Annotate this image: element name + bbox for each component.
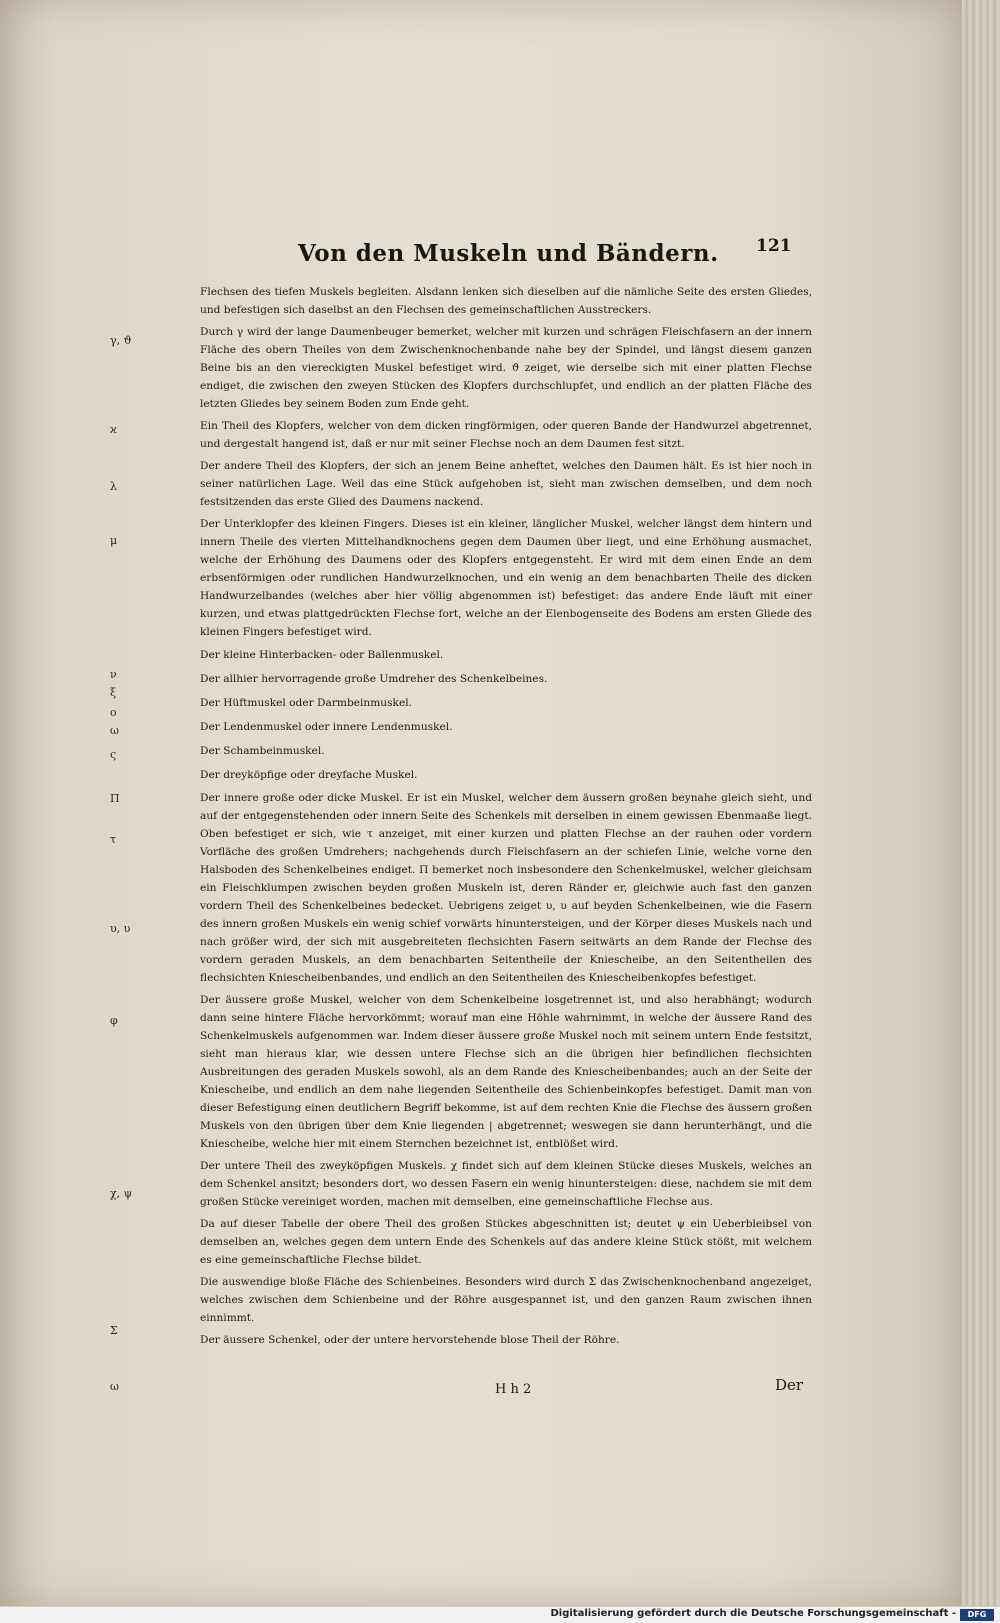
- entry-line: Der Hüftmuskel oder Darmbeinmuskel.: [200, 697, 412, 709]
- margin-label: Π: [110, 792, 120, 805]
- entry-line: Der dreyköpfige oder dreyfache Muskel.: [200, 769, 418, 781]
- paragraph: Da auf dieser Tabelle der obere Theil des großen Stückes abgeschnitten ist; deutet ψ ein Ueberbleibsel von demselben an, welches gegen dem untern Ende des Schenkels auf das andere kleine Stück stößt, mit welchem es eine gemeinschaftliche Flechse bildet.: [200, 1218, 812, 1266]
- entry-line: Der kleine Hinterbacken- oder Ballenmuskel.: [200, 649, 444, 661]
- margin-label: o: [110, 706, 117, 719]
- page-title: Von den Muskeln und Bändern.: [298, 240, 719, 267]
- margin-label: χ, ψ: [110, 1187, 133, 1200]
- paragraph: Flechsen des tiefen Muskels begleiten. Alsdann lenken sich dieselben auf die nämliche Seite des ersten Gliedes, und befestigen sich daselbst an den Flechsen des gemeinschaftlichen Ausstreckers.: [200, 286, 812, 316]
- page-edges: [962, 0, 1000, 1606]
- paragraph: Der äussere Schenkel, oder der untere hervorstehende blose Theil der Röhre.: [200, 1334, 620, 1346]
- entry-line: Der Lendenmuskel oder innere Lendenmuskel.: [200, 721, 453, 733]
- paragraph: Der andere Theil des Klopfers, der sich an jenem Beine anheftet, welches den Daumen hält. Es ist hier noch in seiner natürlichen Lage. Weil das eine Stück aufgehoben ist, sieht man zwischen demselben, und dem noch festsitzenden das erste Glied des Daumens nackend.: [200, 460, 812, 508]
- margin-label: ϰ: [110, 423, 117, 436]
- margin-label: γ, ϑ: [110, 334, 132, 347]
- paragraph: Der untere Theil des zweyköpfigen Muskels. χ findet sich auf dem kleinen Stücke dieses Muskels, welches an dem Schenkel ansitzt; besonders dort, wo dessen Fasern ein wenig hinuntersteigen: diese, nachdem sie mit dem großen Stücke vereiniget worden, machen mit demselben, eine gemeinschaftliche Flechse aus.: [200, 1160, 812, 1208]
- dfg-logo: DFG: [960, 1609, 994, 1621]
- margin-label: τ: [110, 833, 117, 846]
- margin-label: λ: [110, 480, 117, 493]
- margin-label: ω: [110, 724, 119, 737]
- margin-label: υ, υ: [110, 922, 131, 935]
- margin-label: Σ: [110, 1324, 118, 1337]
- paragraph: Die auswendige bloße Fläche des Schienbeines. Besonders wird durch Σ das Zwischenknochenband angezeiget, welches zwischen dem Schienbeine und der Röhre ausgespannet ist, und den ganzen Raum zwischen ihnen einnimmt.: [200, 1276, 812, 1324]
- catchword: Der: [775, 1376, 804, 1394]
- margin-label: ξ: [110, 686, 117, 699]
- paragraph: Der äussere große Muskel, welcher von dem Schenkelbeine losgetrennet ist, und also herabhängt; wodurch dann seine hintere Fläche hervorkömmt; worauf man eine Höhle wahrnimmt, in welche der äussere Rand des Schenkelmuskels aufgenommen war. Indem dieser äussere große Muskel noch mit seinem untern Ende festsitzt, sieht man hieraus klar, wie dessen untere Flechse sich an die übrigen hier befindlichen flechsichten Ausbreitungen des geraden Muskels sowohl, als an dem Rande des Kniescheibenbandes; auch an der Seite der Kniescheibe, und endlich an dem nahe liegenden Seitentheile des Schienbeinkopfes befestiget. Damit man von dieser Befestigung einen deutlichern Begriff bekomme, ist auf dem rechten Knie die Flechse des äussern großen Muskels von den übrigen über dem Knie liegenden | abgetrennet; weswegen sie dann herunterhängt, und die Kniescheibe, welche hier mit einem Sternchen bezeichnet ist, entblößet wird.: [200, 994, 812, 1150]
- paragraph: Durch γ wird der lange Daumenbeuger bemerket, welcher mit kurzen und schrägen Fleischfasern an der innern Fläche des obern Theiles von dem Zwischenknochenbande nahe bey der Spindel, und längst diesem ganzen Beine bis an den viereckigten Muskel befestiget wird. ϑ zeiget, wie derselbe sich mit einer platten Flechse endiget, die zwischen den zweyen Stücken des Klopfers durchschlupfet, und endlich an der platten Fläche des letzten Gliedes bey seinem Boden zum Ende geht.: [200, 326, 812, 410]
- entry-line: Der Schambeinmuskel.: [200, 745, 325, 757]
- margin-labels: [110, 0, 170, 1500]
- page-number: 121: [756, 236, 792, 256]
- paragraph: Der Unterklopfer des kleinen Fingers. Dieses ist ein kleiner, länglicher Muskel, welcher längst dem hintern und innern Theile des vierten Mittelhandknochens gegen dem Daumen über liegt, und eine Erhöhung ausmachet, welche der Erhöhung des Daumens oder des Klopfers entgegensteht. Er wird mit dem einen Ende an dem erbsenförmigen oder rundlichen Handwurzelknochen, und ein wenig an dem benachbarten Theile des dicken Handwurzelbandes (welches aber hier völlig abgenommen ist) befestiget: das andere Ende läuft mit einer kurzen, und etwas plattgedrückten Flechse fort, welche an der Elenbogenseite des Bodens am ersten Gliede des kleinen Fingers befestiget wird.: [200, 518, 812, 638]
- footer-bar: [0, 1606, 1000, 1623]
- main-text: [200, 283, 812, 1353]
- margin-label: μ: [110, 534, 118, 547]
- margin-label: φ: [110, 1014, 118, 1027]
- footer-credit: Digitalisierung gefördert durch die Deutsche Forschungsgemeinschaft -: [550, 1608, 956, 1619]
- margin-label: ν: [110, 668, 117, 681]
- paragraph: Ein Theil des Klopfers, welcher von dem dicken ringförmigen, oder queren Bande der Handwurzel abgetrennet, und dergestalt hangend ist, daß er nur mit seiner Flechse noch an dem Daumen fest sitzt.: [200, 420, 812, 450]
- margin-label: ω: [110, 1380, 119, 1393]
- paragraph: Der innere große oder dicke Muskel. Er ist ein Muskel, welcher dem äussern großen beynahe gleich sieht, und auf der entgegenstehenden oder innern Seite des Schenkels mit derselben in einem gewissen Ebenmaaße liegt. Oben befestiget er sich, wie τ anzeiget, mit einer kurzen und platten Flechse an der rauhen oder vordern Vorfläche des großen Umdrehers; nachgehends durch Fleischfasern an der schiefen Linie, welche vorne den Halsboden des Schenkelbeines endiget. Π bemerket noch insbesondere den Schenkelmuskel, welcher gleichsam ein Fleischklumpen zwischen beyden großen Muskeln ist, deren Ränder er, gleichwie auch fast den ganzen vordern Theil des Schenkelbeines bedecket. Uebrigens zeiget υ, υ auf beyden Schenkelbeinen, wie die Fasern des innern großen Muskels ein wenig schief vorwärts hinuntersteigen, und der Körper dieses Muskels nach und nach größer wird, der sich mit ausgebreiteten flechsichten Fasern seitwärts an dem Rande der Flechse des vordern geraden Muskels, an dem benachbarten Seitentheile der Kniescheibe, an den Seitentheilen des flechsichten Kniescheibenbandes, und endlich an den Seitentheilen des Kniescheibenkopfes befestiget.: [200, 792, 812, 984]
- entry-line: Der allhier hervorragende große Umdreher des Schenkelbeines.: [200, 673, 548, 685]
- margin-label: ς: [110, 748, 117, 761]
- signature-mark: H h 2: [495, 1382, 532, 1397]
